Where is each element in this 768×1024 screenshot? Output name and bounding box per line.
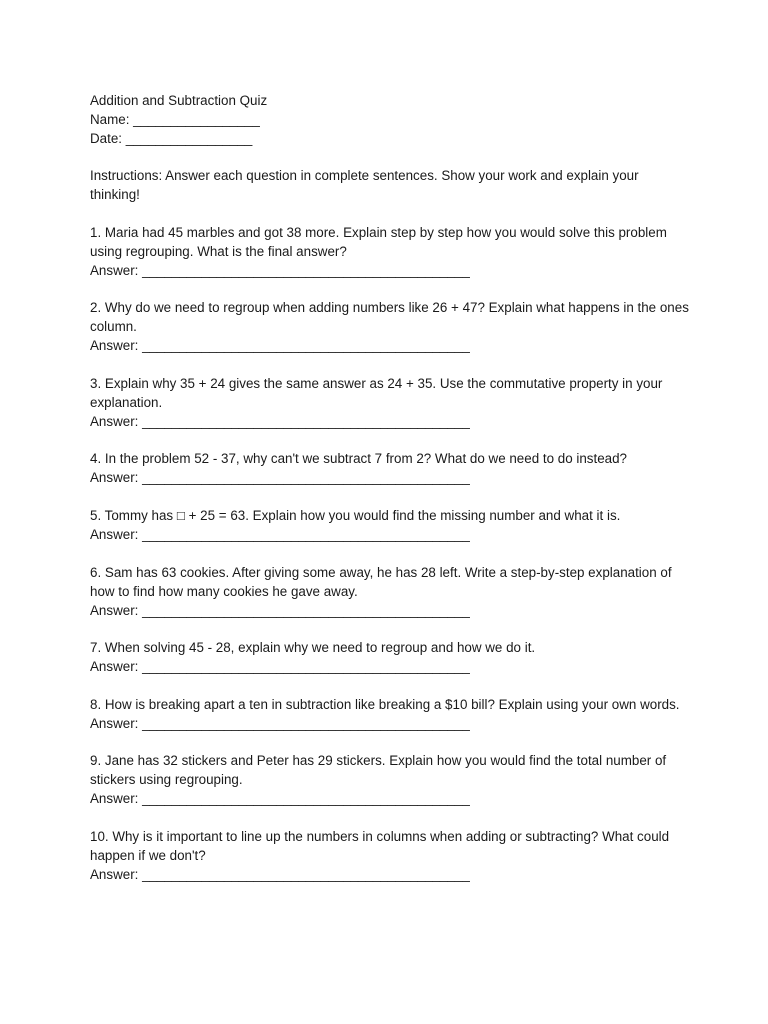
answer-line: Answer: ____________________________________________ — [90, 526, 470, 542]
answer-line: Answer: ____________________________________________ — [90, 602, 470, 618]
instructions-paragraph: Instructions: Answer each question in complete sentences. Show your work and explain your thinking! — [90, 168, 639, 202]
answer-line: Answer: ____________________________________________ — [90, 413, 470, 429]
question-text: 8. How is breaking apart a ten in subtraction like breaking a $10 bill? Explain using your own words. — [90, 696, 680, 712]
question-text: 2. Why do we need to regroup when adding numbers like 26 + 47? Explain what happens in the ones column. — [90, 300, 689, 335]
answer-line: Answer: ____________________________________________ — [90, 715, 470, 731]
question-1 — [90, 223, 690, 280]
question-text: 10. Why is it important to line up the numbers in columns when adding or subtracting? What could happen if we don't? — [90, 828, 670, 863]
quiz-title: Addition and Subtraction Quiz — [90, 93, 268, 108]
question-text: 3. Explain why 35 + 24 gives the same answer as 24 + 35. Use the commutative property in your explanation. — [90, 375, 663, 410]
question-3 — [90, 374, 690, 431]
answer-line: Answer: ____________________________________________ — [90, 262, 470, 278]
question-text: 9. Jane has 32 stickers and Peter has 29 stickers. Explain how you would find the total number of stickers using regrouping. — [90, 753, 667, 788]
question-text: 6. Sam has 63 cookies. After giving some away, he has 28 left. Write a step-by-step explanation of how to find how many cookies he gave away. — [90, 564, 672, 599]
name-field-line: Name: _________________ — [90, 112, 260, 127]
question-6 — [90, 563, 690, 620]
answer-line: Answer: ____________________________________________ — [90, 659, 470, 675]
quiz-document — [90, 91, 690, 884]
question-text: 1. Maria had 45 marbles and got 38 more. Explain step by step how you would solve this problem using regrouping. What is the final answer? — [90, 224, 667, 259]
question-8 — [90, 695, 690, 733]
question-7 — [90, 638, 690, 676]
question-text: 4. In the problem 52 - 37, why can't we subtract 7 from 2? What do we need to do instead? — [90, 451, 627, 467]
answer-line: Answer: ____________________________________________ — [90, 470, 470, 486]
question-4 — [90, 449, 690, 487]
answer-line: Answer: ____________________________________________ — [90, 791, 470, 807]
date-field-line: Date: _________________ — [90, 131, 253, 146]
question-text: 5. Tommy has □ + 25 = 63. Explain how you would find the missing number and what it is. — [90, 507, 621, 523]
question-9 — [90, 751, 690, 808]
answer-line: Answer: ____________________________________________ — [90, 338, 470, 354]
question-2 — [90, 298, 690, 355]
question-text: 7. When solving 45 - 28, explain why we need to regroup and how we do it. — [90, 640, 536, 656]
answer-line: Answer: ____________________________________________ — [90, 866, 470, 882]
question-5 — [90, 506, 690, 544]
question-10 — [90, 827, 690, 884]
